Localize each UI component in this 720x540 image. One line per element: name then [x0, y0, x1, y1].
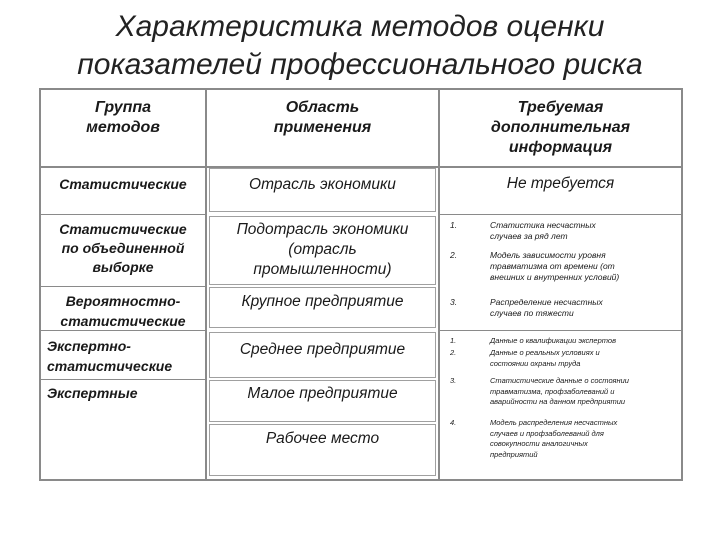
- header-info-line: информация: [508, 139, 613, 156]
- list-text: случаев и профзаболеваний для: [490, 428, 604, 438]
- list-text: предприятий: [490, 449, 538, 459]
- group-divider-1: [41, 214, 207, 215]
- list-number: 3.: [450, 376, 457, 385]
- header-group: [41, 98, 205, 138]
- list-number: 4.: [450, 418, 457, 427]
- area-label: Подотрасль экономики: [236, 221, 409, 238]
- info-divider-2: [439, 330, 681, 331]
- area-label: Среднее предприятие: [239, 341, 406, 358]
- group-divider-2: [41, 286, 207, 287]
- area-label: Отрасль экономики: [249, 176, 396, 193]
- group-label: Экспертные: [47, 385, 138, 401]
- area-cell-industry: [209, 168, 436, 212]
- list-text: Распределение несчастных: [490, 297, 603, 307]
- list-text: Статистика несчастных: [490, 220, 596, 230]
- header-area-line: применения: [273, 119, 372, 136]
- area-label: Малое предприятие: [247, 385, 398, 402]
- list-text: случаев по тяжести: [490, 308, 574, 318]
- methods-table: [39, 88, 683, 481]
- group-label: статистические: [47, 358, 173, 374]
- group-label: выборке: [92, 259, 154, 275]
- col-divider-1: [205, 90, 207, 479]
- header-area-line: Область: [285, 99, 360, 116]
- info-cell-none: [440, 174, 681, 194]
- area-cell-large-enterprise: [209, 287, 436, 328]
- group-label: Вероятностно-: [65, 293, 181, 309]
- header-info: [440, 98, 681, 158]
- area-label: промышленности): [253, 261, 392, 278]
- info-divider-1: [439, 214, 681, 215]
- group-label: статистические: [60, 313, 186, 329]
- header-info-line: дополнительная: [490, 119, 631, 136]
- group-cell-probabilistic: [41, 291, 205, 331]
- area-cell-small-enterprise: [209, 380, 436, 422]
- group-cell-expert-statistical: [47, 336, 205, 376]
- header-info-line: Требуемая: [517, 99, 604, 116]
- group-cell-statistical: [41, 174, 205, 194]
- area-label: Крупное предприятие: [241, 293, 404, 310]
- list-text: совокупности аналогичных: [490, 439, 588, 448]
- group-label: по объединенной: [61, 240, 185, 256]
- list-number: 2.: [450, 250, 458, 260]
- list-text: состоянии охраны труда: [490, 358, 581, 368]
- list-text: аварийности на данном предприятии: [490, 397, 626, 406]
- list-text: Данные о реальных условиях и: [490, 348, 600, 357]
- area-cell-medium-enterprise: [209, 332, 436, 378]
- page-title: [0, 8, 720, 84]
- header-area: [207, 98, 438, 138]
- area-label: (отрасль: [288, 241, 357, 258]
- list-number: 1.: [450, 336, 457, 345]
- list-text: Данные о квалификации экспертов: [490, 336, 616, 345]
- list-number: 2.: [450, 348, 457, 357]
- area-cell-subindustry: [209, 216, 436, 285]
- list-number: 1.: [450, 220, 458, 230]
- list-text: травматизма, профзаболеваний и: [490, 386, 615, 396]
- group-label: Статистические: [59, 176, 187, 192]
- area-cell-workplace: [209, 424, 436, 476]
- list-text: травматизма от времени (от: [490, 261, 615, 271]
- title-line-1: Характеристика методов оценки: [115, 10, 605, 43]
- header-group-line: методов: [86, 119, 160, 136]
- list-text: Модель зависимости уровня: [490, 250, 606, 260]
- group-cell-pooled-sample: [41, 220, 205, 277]
- list-text: Статистические данные о состоянии: [490, 376, 629, 385]
- list-text: Модель распределения несчастных: [490, 418, 618, 427]
- header-group-line: Группа: [94, 99, 152, 116]
- list-text: случаев за ряд лет: [490, 231, 568, 241]
- list-number: 3.: [450, 297, 458, 307]
- info-none-label: Не требуется: [506, 175, 615, 192]
- group-label: Статистические: [59, 221, 187, 237]
- title-line-2: показателей профессионального риска: [77, 48, 643, 81]
- area-label: Рабочее место: [265, 430, 380, 447]
- group-divider-4: [41, 379, 207, 380]
- group-label: Экспертно-: [47, 338, 131, 354]
- list-text: внешних и внутренних условий): [490, 272, 620, 282]
- group-cell-expert: [47, 383, 205, 403]
